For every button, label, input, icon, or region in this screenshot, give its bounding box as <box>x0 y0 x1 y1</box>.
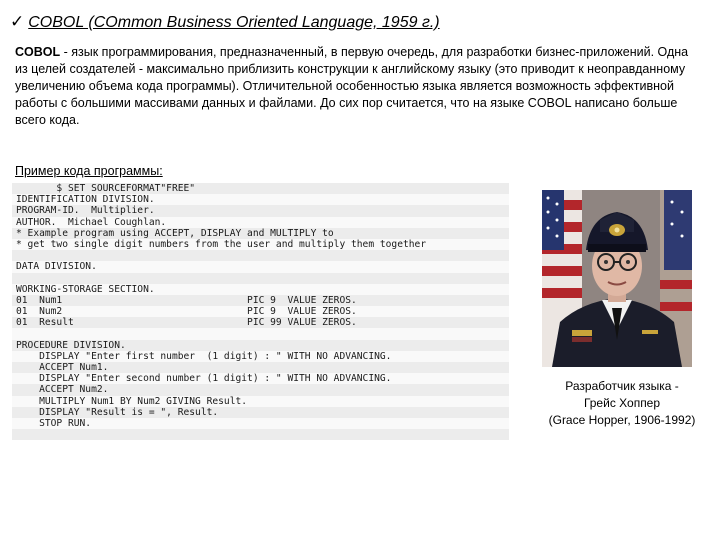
code-line: WORKING-STORAGE SECTION. <box>12 284 509 295</box>
code-line <box>12 250 509 261</box>
code-line: $ SET SOURCEFORMAT"FREE" <box>12 183 509 194</box>
code-line: 01 Num1 PIC 9 VALUE ZEROS. <box>12 295 509 306</box>
code-line <box>12 328 509 339</box>
code-line <box>12 429 509 440</box>
code-listing <box>12 183 509 440</box>
slide-title-text: COBOL (COmmon Business Oriented Language, 1959 г.) <box>28 14 440 31</box>
code-line <box>12 273 509 284</box>
code-line: PROCEDURE DIVISION. <box>12 340 509 351</box>
code-line: DISPLAY "Enter second number (1 digit) : " WITH NO ADVANCING. <box>12 373 509 384</box>
checkmark-icon: ✓ <box>10 12 25 31</box>
code-example-label: Пример кода программы: <box>15 164 163 178</box>
code-line: MULTIPLY Num1 BY Num2 GIVING Result. <box>12 396 509 407</box>
code-line: PROGRAM-ID. Multiplier. <box>12 205 509 216</box>
code-line: * Example program using ACCEPT, DISPLAY and MULTIPLY to <box>12 228 509 239</box>
caption-line-name: Грейс Хоппер <box>583 396 661 410</box>
caption-line-role: Разработчик языка - <box>565 379 679 393</box>
grace-hopper-portrait <box>542 190 692 367</box>
code-line: DISPLAY "Result is = ", Result. <box>12 407 509 418</box>
code-line: * get two single digit numbers from the user and multiply them together <box>12 239 509 250</box>
code-line: IDENTIFICATION DIVISION. <box>12 194 509 205</box>
code-line: 01 Result PIC 99 VALUE ZEROS. <box>12 317 509 328</box>
code-line: AUTHOR. Michael Coughlan. <box>12 217 509 228</box>
portrait-caption <box>527 378 717 429</box>
slide-title <box>10 12 440 32</box>
code-line: DISPLAY "Enter first number (1 digit) : " WITH NO ADVANCING. <box>12 351 509 362</box>
code-line: DATA DIVISION. <box>12 261 509 272</box>
code-line: ACCEPT Num1. <box>12 362 509 373</box>
code-line: ACCEPT Num2. <box>12 384 509 395</box>
code-line: STOP RUN. <box>12 418 509 429</box>
intro-paragraph <box>15 44 695 129</box>
intro-text: - язык программирования, предназначенный, в первую очередь, для разработки бизнес-приложений. Одна из целей создателей - максимально приблизить конструкции к английскому языку (это приводит к неоправданному увеличению объема кода программы). Отличительной особенностью языка является возможность эффективной работы с большими массивами данных и файлами. До сих пор считается, что на языке COBOL написано больше всего кода. <box>15 45 689 127</box>
caption-line-dates: (Grace Hopper, 1906-1992) <box>548 413 696 427</box>
code-line: 01 Num2 PIC 9 VALUE ZEROS. <box>12 306 509 317</box>
intro-term: COBOL <box>15 45 61 59</box>
